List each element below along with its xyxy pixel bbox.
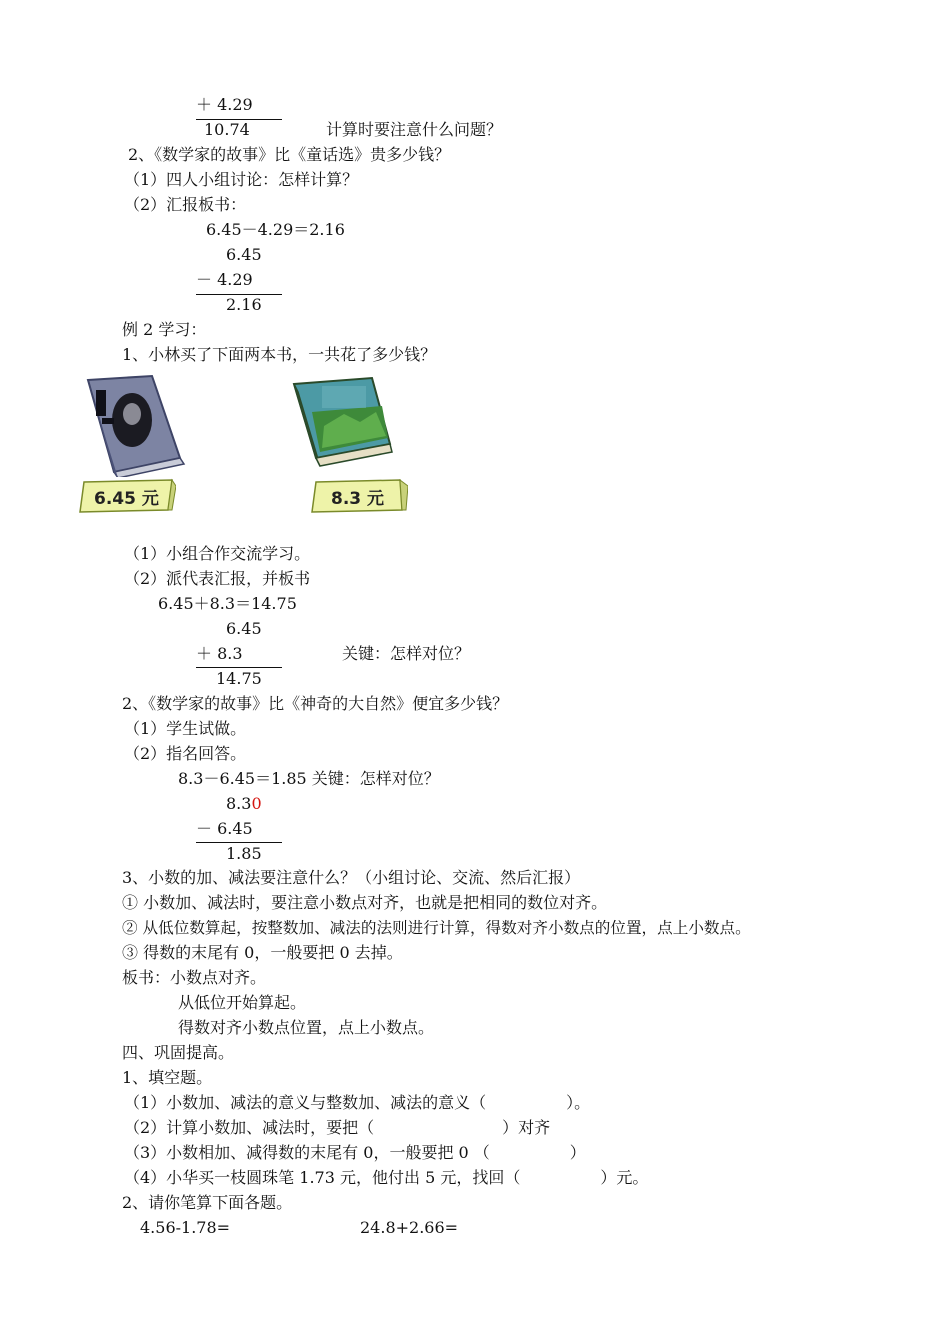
- step-report: （2）汇报板书：: [124, 195, 247, 214]
- calc3-addend-line: ＋ 8.3: [196, 644, 243, 663]
- calc4-result: 1.85: [226, 844, 262, 863]
- calc2-subtrahend-line: － 4.29: [196, 270, 253, 289]
- section-4-heading: 四、巩固提高。: [122, 1043, 235, 1062]
- calc1-result: 10.74: [204, 120, 250, 139]
- nature-book-icon: [284, 372, 399, 472]
- math-story-book-icon: [80, 372, 190, 477]
- calc2-result: 2.16: [226, 295, 262, 314]
- question-3-heading: 3、小数的加、减法要注意什么？（小组讨论、交流、然后汇报）: [122, 868, 581, 887]
- equation-subtract-1: 6.45－4.29＝2.16: [206, 220, 345, 239]
- left-price-label: 6.45 元: [94, 489, 159, 509]
- step-student-attempt: （1）学生试做。: [124, 719, 247, 738]
- calc4-padded-zero: 0: [251, 794, 262, 813]
- example-2-question-2: 2、《数学家的故事》比《神奇的大自然》便宜多少钱？: [122, 694, 509, 713]
- board-note-1: 板书：小数点对齐。: [122, 968, 267, 987]
- calc1-addend-line: ＋ 4.29: [196, 95, 253, 114]
- calc2-minuend: 6.45: [226, 245, 262, 264]
- equation-add-2: 6.45＋8.3＝14.75: [158, 594, 297, 613]
- board-note-2: 从低位开始算起。: [178, 993, 307, 1012]
- question-2-heading: 2、《数学家的故事》比《童话选》贵多少钱？: [128, 145, 451, 164]
- rule-point-1: ① 小数加、减法时，要注意小数点对齐，也就是把相同的数位对齐。: [122, 893, 608, 912]
- fill-blank-2: （2）计算小数加、减法时，要把（ ）对齐: [124, 1118, 551, 1137]
- example-2-heading: 例 2 学习：: [122, 320, 207, 339]
- calc3-key-note: 关键：怎样对位？: [342, 644, 471, 663]
- board-note-3: 得数对齐小数点位置，点上小数点。: [178, 1018, 435, 1037]
- fill-blank-heading: 1、填空题。: [122, 1068, 213, 1087]
- step-group-discussion: （1）四人小组讨论：怎样计算？: [124, 170, 359, 189]
- written-calc-heading: 2、请你笔算下面各题。: [122, 1193, 293, 1212]
- rule-point-3: ③ 得数的末尾有 0，一般要把 0 去掉。: [122, 943, 403, 962]
- exercise-subtract: 4.56-1.78=: [140, 1218, 231, 1237]
- calc4-subtrahend-line: － 6.45: [196, 819, 253, 838]
- step-representative-report: （2）派代表汇报，并板书: [124, 569, 311, 588]
- right-price-label: 8.3 元: [331, 489, 385, 509]
- exercise-add: 24.8+2.66=: [360, 1218, 459, 1237]
- calc4-minuend-digits: 8.3: [226, 794, 252, 813]
- rule-point-2: ② 从低位数算起，按整数加、减法的法则进行计算，得数对齐小数点的位置，点上小数点。: [122, 919, 751, 937]
- fill-blank-4: （4）小华买一枝圆珠笔 1.73 元，他付出 5 元，找回（ ）元。: [124, 1168, 649, 1187]
- calc1-question: 计算时要注意什么问题？: [326, 120, 503, 139]
- calc4-minuend: [226, 793, 262, 815]
- equation-subtract-2: 8.3－6.45＝1.85 关键：怎样对位？: [178, 769, 440, 788]
- fill-blank-1: （1）小数加、减法的意义与整数加、减法的意义（ ）。: [124, 1093, 591, 1112]
- example-2-question-1: 1、小林买了下面两本书，一共花了多少钱？: [122, 345, 437, 364]
- fill-blank-3: （3）小数相加、减得数的末尾有 0，一般要把 0 （ ）: [124, 1143, 586, 1162]
- calc3-addend-a: 6.45: [226, 619, 262, 638]
- step-named-answer: （2）指名回答。: [124, 744, 247, 763]
- step-cooperation: （1）小组合作交流学习。: [124, 544, 311, 563]
- calc3-result: 14.75: [216, 669, 262, 688]
